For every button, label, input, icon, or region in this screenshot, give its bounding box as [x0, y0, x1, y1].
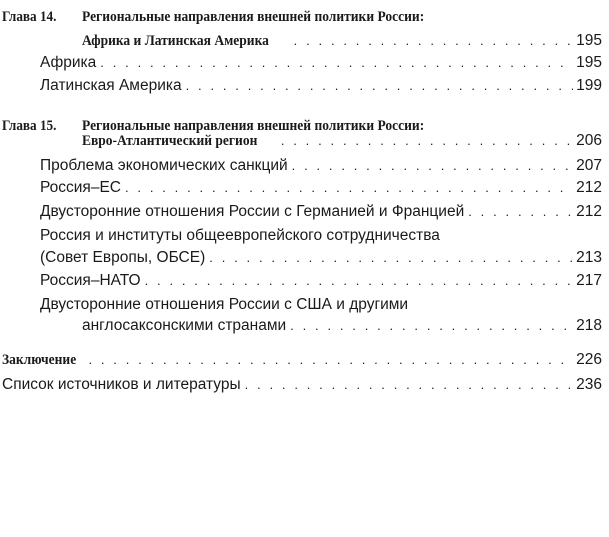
toc-entry-bibliography [2, 374, 602, 396]
toc-entry-germany-france [40, 201, 602, 223]
chapter-14-title-entry [82, 30, 602, 52]
chapter-15-title-line2: Евро-Атлантический регион [82, 133, 258, 149]
toc-entry-european-institutions [40, 247, 602, 269]
dot-leader [292, 155, 573, 177]
dot-leader [245, 374, 574, 396]
toc-entry-page: 212 [576, 179, 602, 196]
toc-entry-russia-eu [40, 177, 602, 199]
toc-entry-page: 217 [576, 272, 602, 289]
dot-leader [186, 75, 574, 97]
dot-leader [100, 52, 573, 74]
chapter-14-label: Глава 14. [2, 9, 57, 25]
toc-entry-page: 212 [576, 203, 602, 220]
chapter-14-title-line2: Африка и Латинская Америка [82, 33, 269, 49]
dot-leader [209, 247, 573, 269]
toc-entry-page: 195 [576, 54, 602, 71]
bibliography-page: 236 [576, 376, 602, 393]
toc-entry-page: 199 [576, 77, 602, 94]
dot-leader [294, 30, 573, 52]
dot-leader [290, 315, 573, 337]
toc-entry-page: 213 [576, 249, 602, 266]
toc-entry-page: 207 [576, 157, 602, 174]
bibliography-title: Список источников и литературы [2, 376, 241, 393]
toc-entry-africa [40, 52, 602, 74]
toc-entry-sanctions [40, 155, 602, 177]
toc-entry-title: Двусторонние отношения России с Германией и Францией [40, 203, 465, 220]
chapter-14-title-line1: Региональные направления внешней политики России: [82, 9, 425, 25]
chapter-15-title-line1: Региональные направления внешней политики России: [82, 118, 425, 134]
toc-entry-title: Россия–НАТО [40, 272, 141, 289]
toc-entry-conclusion [2, 349, 602, 371]
toc-entry-title: (Совет Европы, ОБСЕ) [40, 249, 206, 266]
conclusion-page: 226 [576, 351, 602, 368]
dot-leader [88, 349, 573, 371]
toc-entry-title: Африка [40, 54, 97, 71]
conclusion-title: Заключение [2, 352, 77, 368]
toc-entry-title: англосаксонскими странами [82, 317, 287, 334]
dot-leader [125, 177, 573, 199]
toc-entry-usa-line1: Двусторонние отношения России с США и другими [40, 296, 409, 313]
dot-leader [281, 130, 573, 152]
dot-leader [145, 270, 574, 292]
toc-entry-latin-america [40, 75, 602, 97]
toc-entry-title: Россия–ЕС [40, 179, 121, 196]
toc-entry-title: Проблема экономических санкций [40, 157, 288, 174]
chapter-15-title-entry [82, 130, 602, 152]
dot-leader [468, 201, 573, 223]
chapter-15-label: Глава 15. [2, 118, 57, 134]
chapter-15-page: 206 [576, 132, 602, 149]
toc-entry-page: 218 [576, 317, 602, 334]
toc-entry-russia-nato [40, 270, 602, 292]
toc-entry-european-institutions-line1: Россия и институты общеевропейского сотрудничества [40, 227, 440, 244]
chapter-14-page: 195 [576, 32, 602, 49]
toc-entry-usa [82, 315, 602, 337]
toc-entry-title: Латинская Америка [40, 77, 182, 94]
